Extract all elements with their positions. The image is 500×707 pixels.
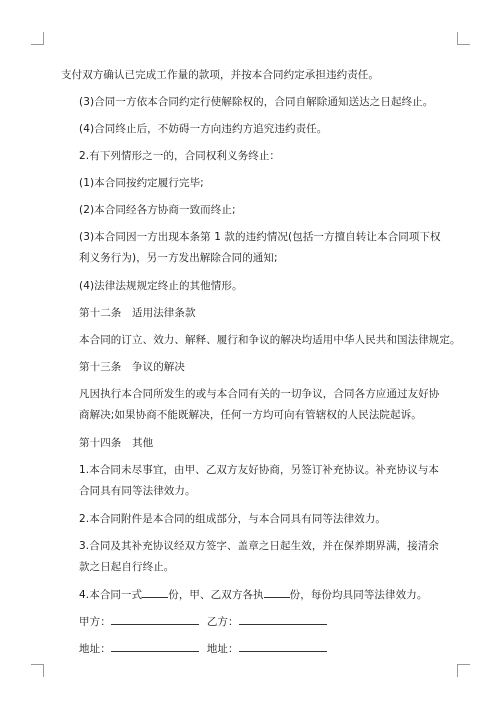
paragraph-termination-by-rescission: (3)合同一方依本合同约定行使解除权的，合同自解除通知送达之日起终止。 bbox=[79, 96, 434, 108]
paragraph-condition-breach: (3)本合同因一方出现本条第 1 款的违约情况(包括一方擅自转让本合同项下权利义务行为)，另一方发出解除合同的通知; bbox=[79, 231, 441, 264]
paragraph-effectiveness: 3.合同及其补充协议经双方签字、盖章之日起生效，并在保养期界满，接清余款之日起自行终止。 bbox=[79, 540, 440, 573]
address-a-label: 地址： bbox=[79, 643, 111, 655]
copies-text-2: 份，甲、乙双方各执 bbox=[168, 589, 264, 601]
paragraph-condition-legal: (4)法律法规规定终止的其他情形。 bbox=[79, 280, 243, 292]
crop-mark-bottom-left bbox=[31, 664, 44, 677]
address-b-label: 地址： bbox=[206, 643, 239, 655]
address-a-line bbox=[111, 640, 199, 652]
paragraph-copies bbox=[61, 585, 441, 612]
paragraph-payment-continuation: 支付双方确认已完成工作量的款项，并按本合同约定承担违约责任。 bbox=[61, 69, 379, 81]
party-a-label: 甲方： bbox=[79, 616, 111, 628]
paragraph-termination-conditions: 2.有下列情形之一的，合同权利义务终止： bbox=[79, 150, 281, 162]
copies-text-1: 4.本合同一式 bbox=[79, 589, 143, 601]
paragraph-liability-after-termination: (4)合同终止后，不妨碍一方向违约方追究违约责任。 bbox=[79, 123, 328, 135]
article-12-heading: 第十二条 适用法律条款 bbox=[79, 307, 196, 319]
party-signature-row bbox=[61, 612, 441, 639]
address-b-line bbox=[239, 640, 327, 652]
paragraph-applicable-law: 本合同的订立、效力、解释、履行和争议的解决均适用中华人民共和国法律规定。 bbox=[79, 334, 461, 346]
paragraph-condition-performed: (1)本合同按约定履行完毕; bbox=[79, 177, 204, 189]
crop-mark-top-left bbox=[31, 32, 44, 45]
paragraph-supplementary-agreement: 1.本合同未尽事宜，由甲、乙双方友好协商，另签订补充协议。补充协议与本合同具有同等法律效力。 bbox=[79, 464, 440, 497]
article-14-heading: 第十四条 其他 bbox=[79, 437, 154, 449]
contract-body bbox=[61, 65, 461, 666]
crop-mark-bottom-right bbox=[457, 664, 470, 677]
paragraph-dispute-resolution: 凡因执行本合同所发生的或与本合同有关的一切争议，合同各方应通过友好协商解决;如果协商不能既解决，任何一方均可向有管辖权的人民法院起诉。 bbox=[79, 388, 440, 421]
paragraph-condition-mutual-agreement: (2)本合同经各方协商一致而终止; bbox=[79, 204, 236, 216]
address-row bbox=[61, 639, 441, 666]
paragraph-annexes: 2.本合同附件是本合同的组成部分，与本合同具有同等法律效力。 bbox=[79, 513, 387, 525]
copies-total-blank bbox=[142, 586, 168, 598]
party-a-line bbox=[111, 613, 199, 625]
party-b-line bbox=[239, 613, 327, 625]
copies-each-blank bbox=[264, 586, 290, 598]
crop-mark-top-right bbox=[457, 32, 470, 45]
party-b-label: 乙方： bbox=[206, 616, 239, 628]
copies-text-3: 份，每份均具同等法律效力。 bbox=[289, 589, 428, 601]
article-13-heading: 第十三条 争议的解决 bbox=[79, 361, 185, 373]
